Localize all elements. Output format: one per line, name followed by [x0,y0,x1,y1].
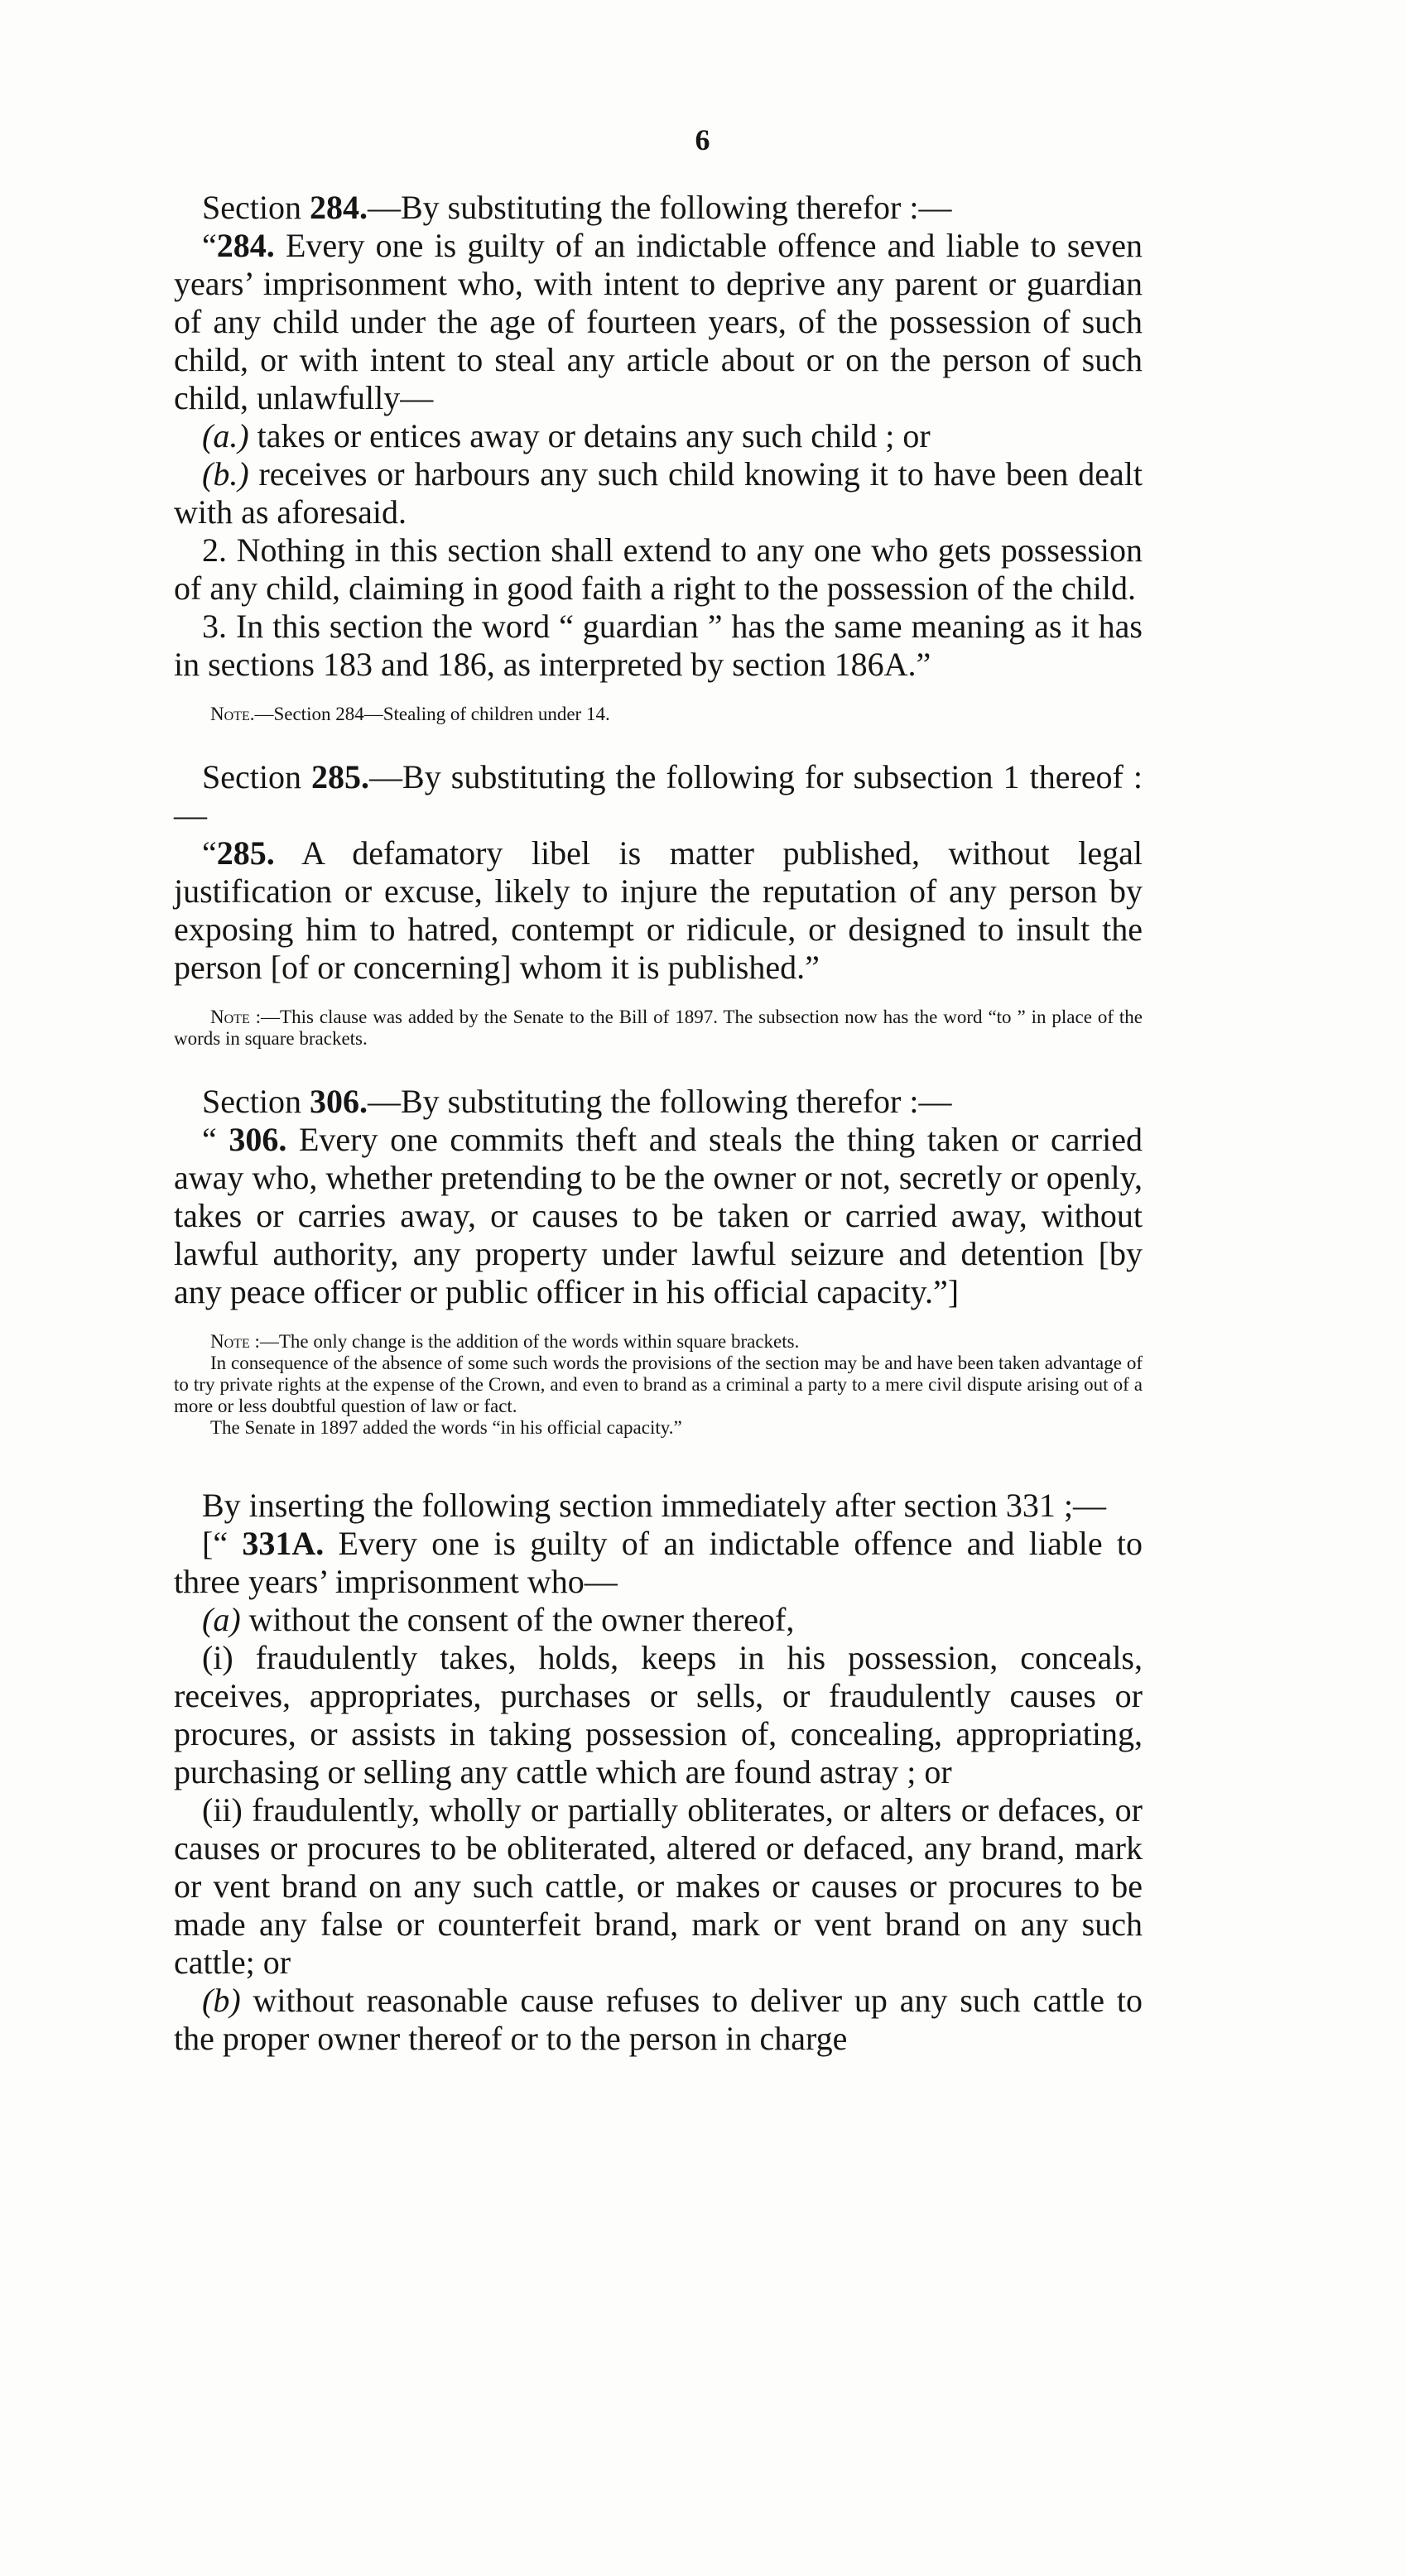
document-body [174,189,1143,2058]
section-285-body: “285. A defamatory libel is matter published, without legal justification or excuse, likely to injure the reputation of any person by exposing him to hatred, contempt or ridicule, or designed to insult the person [of or concerning] whom it is published.” [174,834,1143,986]
section-284-clause-a: (a.) takes or entices away or detains any such child ; or [202,417,931,454]
section-284-body: “284. Every one is guilty of an indictable offence and liable to seven years’ imprisonment who, with intent to deprive any parent or guardian of any child under the age of fourteen years, of the possession of such child, or with intent to steal any article about or on the person of such child, unlawfully— [174,227,1143,416]
section-285-heading: Section 285.—By substituting the following for subsection 1 thereof :— [174,758,1143,834]
section-284-subsection-3: 3. In this section the word “ guardian ” has the same meaning as it has in sections 183 and 186, as interpreted by section 186A.” [174,608,1143,683]
section-306-note: Note :—The only change is the addition of the words within square brackets. [210,1331,800,1352]
section-306-heading: Section 306.—By substituting the following therefor :— [202,1083,952,1120]
section-306-note-paragraph-3: The Senate in 1897 added the words “in his official capacity.” [210,1417,682,1438]
section-284-heading: Section 284.—By substituting the following therefor :— [202,189,952,226]
section-284-note: Note.—Section 284—Stealing of children under 14. [210,704,610,724]
section-331a-intro: By inserting the following section immediately after section 331 ;— [202,1487,1106,1524]
section-331a-clause-ii: (ii) fraudulently, wholly or partially obliterates, or alters or defaces, or causes or procures to be obliterated, altered or defaced, any brand, mark or vent brand on any such cattle, or makes or causes or procures to be made any false or counterfeit brand, mark or vent brand on any such cattle; or [174,1791,1143,1981]
section-331a-clause-i: (i) fraudulently takes, holds, keeps in his possession, conceals, receives, appropriates, purchases or sells, or fraudulently causes or procures, or assists in taking possession of, concealing, appropriating, purchasing or selling any cattle which are found astray ; or [174,1639,1143,1790]
section-285-note: Note :—This clause was added by the Senate to the Bill of 1897. The subsection now has the word “to ” in place of the words in square brackets. [174,1007,1143,1049]
section-284-subsection-2: 2. Nothing in this section shall extend to any one who gets possession of any child, claiming in good faith a right to the possession of the child. [174,531,1143,607]
section-331a-body: [“ 331A. Every one is guilty of an indictable offence and liable to three years’ imprisonment who— [174,1525,1143,1600]
page-number: 6 [695,123,710,156]
section-306-note-paragraph-2: In consequence of the absence of some such words the provisions of the section may be and have been taken advantage of to try private rights at the expense of the Crown, and even to brand as a criminal a party to a mere civil dispute arising out of a more or less doubtful question of law or fact. [174,1353,1143,1416]
section-331a-clause-b: (b) without reasonable cause refuses to deliver up any such cattle to the proper owner thereof or to the person in charge [174,1982,1143,2057]
section-331a-clause-a: (a) without the consent of the owner thereof, [202,1601,795,1638]
section-284-clause-b: (b.) receives or harbours any such child knowing it to have been dealt with as aforesaid. [174,455,1143,531]
section-306-body: “ 306. Every one commits theft and steals the thing taken or carried away who, whether pretending to be the owner or not, secretly or openly, takes or carries away, or causes to be taken or carried away, without lawful authority, any property under lawful seizure and detention [by any peace officer or public officer in his official capacity.”] [174,1121,1143,1310]
